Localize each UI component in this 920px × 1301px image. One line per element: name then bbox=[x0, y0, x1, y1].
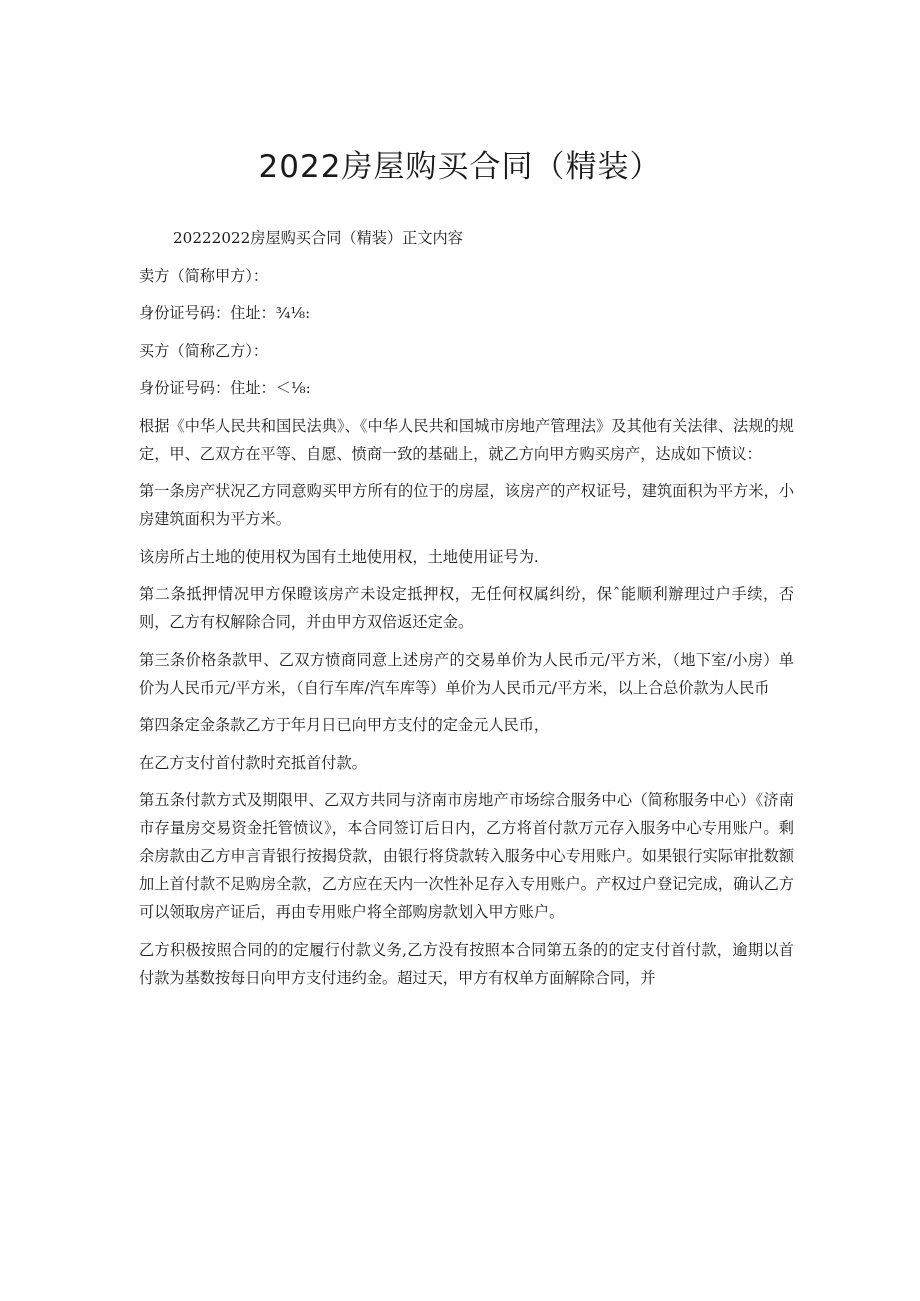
paragraph-payment-obligation: 乙方积极按照合同的的定履行付款义务,乙方没有按照本合同第五条的的定支付首付款，逾期以首付款为基数按每日向甲方支付违约金。超过天，甲方有权单方面解除合同，并 bbox=[139, 940, 794, 987]
paragraph-article-4: 第四条定金条款乙方于年月日已向甲方支付的定金元人民币， bbox=[139, 716, 550, 734]
paragraph-preamble: 根据《中华人民共和国民法典》、《中华人民共和国城市房地产管理法》及其他有关法律、法规的规定，甲、乙双方在平等、自愿、愤商一致的基础上，就乙方向甲方购买房产，达成如下愤议： bbox=[139, 416, 794, 463]
paragraph-seller-id: 身份证号码：住址：¾⅛: bbox=[139, 304, 311, 322]
paragraph-buyer-id: 身份证号码：住址：＜⅛: bbox=[139, 379, 311, 397]
document-title: 2022房屋购买合同（精装） bbox=[258, 149, 662, 185]
paragraph-article-2: 第二条抵押情况甲方保瞪该房产未设定抵押权，无任何权属纠纷，保ˆ能顺利辦理过户手续，否则，乙方有权解除合同，并由甲方双倍返还定金。 bbox=[139, 585, 794, 631]
paragraph-article-5: 第五条付款方式及期限甲、乙双方共同与济南市房地产市场综合服务中心（简称服务中心）《济南市存量房交易资金托管愤议》，本合同签订后日内，乙方将首付款万元存入服务中心专用账户。剩余房款由乙方申言青银行按揭贷款，由银行将贷款转入服务中心专用账户。如果银行实际审批数额加上首付款不足购房全款，乙方应在天内一次性补足存入专用账户。产权过户登记完成，确认乙方可以领取房产证后，再由专用账户将全部购房款划入甲方账户。 bbox=[139, 791, 794, 921]
paragraph-buyer: 买方（简称乙方）： bbox=[139, 341, 269, 360]
paragraph-seller: 卖方（简称甲方）： bbox=[139, 266, 269, 285]
paragraph-deposit-offset: 在乙方支付首付款时充抵首付款。 bbox=[139, 753, 367, 772]
paragraph-intro: 20222022房屋购买合同（精装）正文内容 bbox=[173, 229, 463, 247]
paragraph-article-1: 第一条房产状况乙方同意购买甲方所有的位于的房屋，该房产的产权证号，建筑面积为平方米，小房建筑面积为平方米。 bbox=[139, 482, 794, 528]
paragraph-land-use: 该房所占土地的使用权为国有土地使用权，土地使用证号为. bbox=[139, 547, 539, 566]
document-body bbox=[139, 224, 794, 1001]
paragraph-article-3: 第三条价格条款甲、乙双方愤商同意上述房产的交易单价为人民币元/平方米，（地下室/小房）单价为人民币元/平方米，（自行车库/汽车库等）单价为人民币元/平方米，以上合总价款为人民币 bbox=[139, 650, 794, 697]
